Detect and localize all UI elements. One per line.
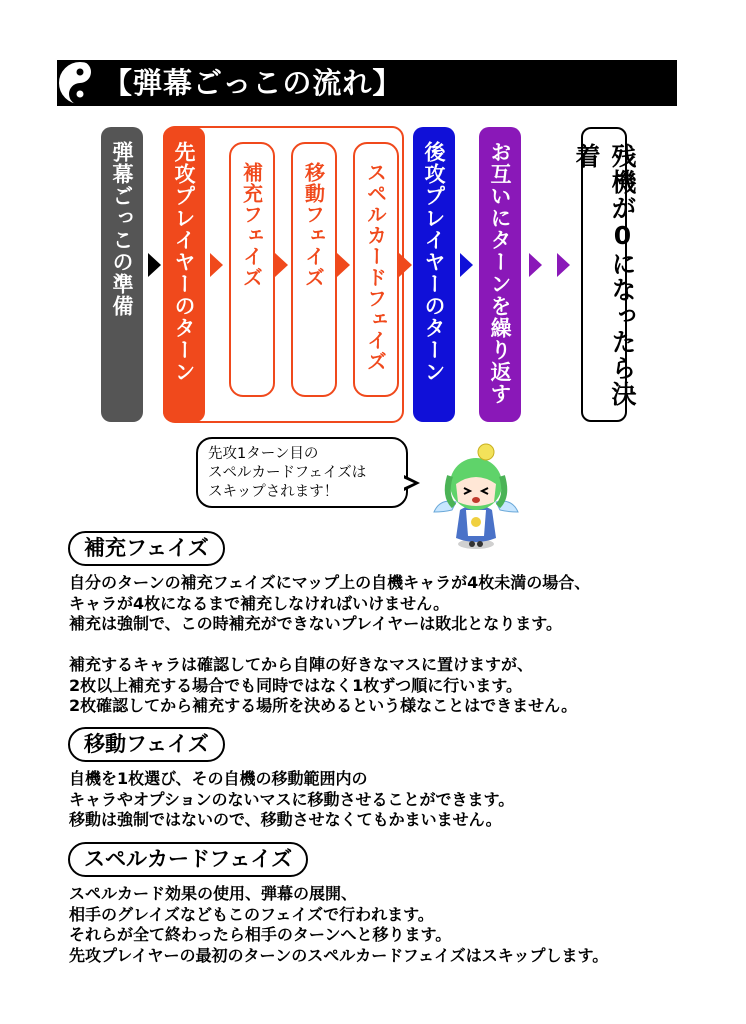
- section-title-supply: 補充フェイズ: [68, 531, 225, 566]
- speech-bubble: [196, 437, 408, 508]
- section-paragraph: スペルカード効果の使用、弾幕の展開、 相手のグレイズなどもこのフェイズで行われます。 それらが全て終わったら相手のターンへと移ります。 先攻プレイヤーの最初のターンのスペルカードフェイズはスキップします。: [69, 884, 609, 965]
- arrow-icon: [210, 253, 223, 277]
- speech-bubble-tail-inner: [403, 478, 414, 488]
- flow-step-prep-label: 弾幕ごっこの準備: [110, 141, 134, 317]
- flow-phase-move-label: 移動フェイズ: [301, 162, 326, 288]
- arrow-icon: [275, 253, 288, 277]
- arrow-icon: [148, 253, 161, 277]
- section-paragraph: 自分のターンの補充フェイズにマップ上の自機キャラが4枚未満の場合、 キャラが4枚になるまで補充しなければいけません。 補充は強制で、この時補充ができないプレイヤーは敗北となります。: [69, 573, 591, 633]
- character-illustration: [426, 440, 526, 552]
- flow-step-prep: [101, 127, 143, 422]
- yin-yang-icon: [56, 59, 104, 107]
- page-title: 【弾幕ごっこの流れ】: [57, 60, 677, 106]
- speech-bubble-line: スキップされます！: [208, 484, 339, 500]
- flow-phase-spellcard: [353, 142, 399, 397]
- flow-phase-supply: [229, 142, 275, 397]
- flow-step-repeat: [479, 127, 521, 422]
- speech-bubble-line: スペルカードフェイズは: [208, 465, 367, 481]
- arrow-icon: [399, 253, 412, 277]
- flow-phase-move: [291, 142, 337, 397]
- speech-bubble-line: 先攻1ターン目の: [208, 446, 319, 462]
- flow-phase-supply-label: 補充フェイズ: [239, 162, 264, 288]
- arrow-icon: [337, 253, 350, 277]
- section-title-spellcard: スペルカードフェイズ: [68, 842, 308, 877]
- flow-step-second-player-label: 後攻プレイヤーのターン: [422, 141, 446, 383]
- arrow-icon: [460, 253, 473, 277]
- section-paragraph: 補充するキャラは確認してから自陣の好きなマスに置けますが、 2枚以上補充する場合でも同時ではなく1枚ずつ順に行います。 2枚確認してから補充する場所を決めるという様なことはできません。: [69, 655, 578, 715]
- flow-step-second-player: [413, 127, 455, 422]
- flow-step-first-player: [163, 127, 205, 422]
- section-paragraph: 自機を1枚選び、その自機の移動範囲内の キャラやオプションのないマスに移動させることができます。 移動は強制ではないので、移動させなくてもかまいません。: [69, 769, 515, 829]
- flow-step-end: [572, 127, 637, 422]
- section-title-move: 移動フェイズ: [68, 727, 225, 762]
- flow-phase-spellcard-label: スペルカードフェイズ: [363, 162, 388, 372]
- arrow-icon: [529, 253, 542, 277]
- flow-step-end-label: 残機が0になったら決着: [572, 143, 637, 407]
- flow-step-first-player-label: 先攻プレイヤーのターン: [172, 141, 196, 383]
- flow-step-repeat-label: お互いにターンを繰り返す: [488, 141, 512, 405]
